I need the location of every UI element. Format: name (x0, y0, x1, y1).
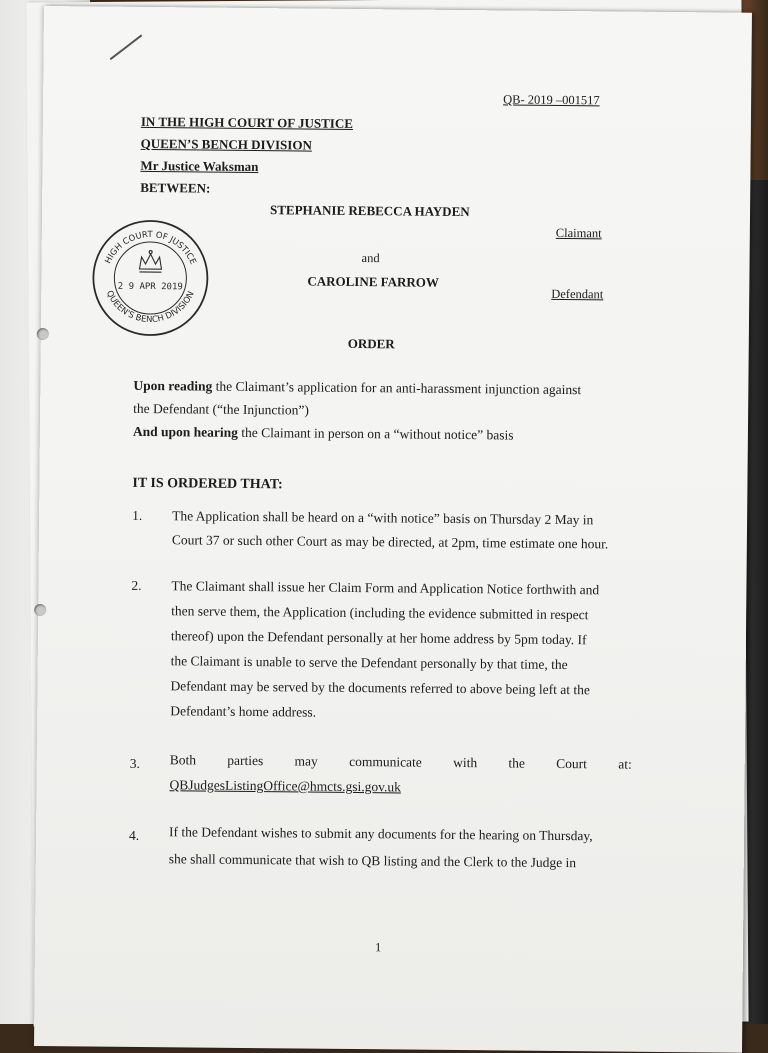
stamp-bottom-text: QUEEN'S BENCH DIVISION (104, 289, 197, 325)
paragraph-4-line: she shall communicate that wish to QB listing and the Clerk to the Judge in (169, 852, 576, 869)
paragraph-2-line: the Claimant is unable to serve the Defendant personally by that time, the (171, 654, 568, 671)
paragraph-3-word: Both (170, 752, 196, 768)
defendant-role: Defendant (551, 288, 603, 301)
paragraph-1-number: 1. (132, 509, 142, 523)
paragraph-3-word: Court (556, 756, 587, 772)
recital-reading-text: the Claimant’s application for an anti-harassment injunction against (216, 379, 582, 398)
paragraph-4-number: 4. (129, 829, 139, 843)
recital-reading-line-1 (133, 379, 581, 397)
stamp-top-text: HIGH COURT OF JUSTICE (103, 230, 198, 267)
paragraph-3-word: with (453, 755, 477, 771)
contact-email-link[interactable]: QBJudgesListingOffice@hmcts.gsi.gov.uk (169, 778, 401, 794)
court-header (140, 115, 353, 205)
case-number: QB- 2019 –001517 (503, 93, 600, 106)
paragraph-4-line: If the Defendant wishes to submit any documents for the hearing on Thursday, (169, 825, 593, 843)
punch-hole (37, 328, 49, 340)
recital-hearing (133, 425, 514, 442)
paragraph-3-word: the (508, 755, 525, 771)
recital-hearing-text: the Claimant in person on a “without notice” basis (241, 425, 513, 443)
paragraph-2-line: Defendant may be served by the documents referred to above being left at the (170, 679, 590, 697)
paragraph-1-line: Court 37 or such other Court as may be directed, at 2pm, time estimate one hour. (172, 533, 609, 551)
paragraph-2-line: thereof) upon the Defendant personally at her home address by 5pm today. If (171, 629, 587, 646)
paragraph-3-word: parties (227, 753, 263, 769)
paragraph-1-line: The Application shall be heard on a “with notice” basis on Thursday 2 May in (172, 509, 593, 527)
paragraph-2-line: Defendant’s home address. (170, 704, 316, 719)
defendant-name: CAROLINE FARROW (307, 275, 439, 289)
court-name: IN THE HIGH COURT OF JUSTICE (141, 115, 353, 130)
page-number: 1 (375, 941, 381, 954)
and-separator: and (362, 252, 380, 265)
paragraph-3-number: 3. (130, 757, 140, 771)
paragraph-2-line: The Claimant shall issue her Claim Form and Application Notice forthwith and (171, 579, 599, 597)
punch-hole (34, 604, 46, 616)
claimant-name: STEPHANIE REBECCA HAYDEN (270, 203, 470, 218)
paragraph-2-number: 2. (131, 579, 141, 593)
staple-mark (109, 34, 142, 60)
judge-name: Mr Justice Waksman (140, 159, 352, 174)
order-title: ORDER (348, 337, 395, 350)
court-stamp (89, 216, 212, 339)
recital-reading-line-2: the Defendant (“the Injunction”) (133, 402, 309, 417)
paragraph-2-line: then serve them, the Application (including the evidence submitted in respect (171, 604, 588, 622)
stamp-date: 2 9 APR 2019 (118, 282, 183, 293)
division-name: QUEEN’S BENCH DIVISION (141, 137, 353, 152)
claimant-role: Claimant (556, 227, 602, 240)
between-label: BETWEEN: (140, 181, 352, 196)
recital-reading-lead: Upon reading (133, 378, 212, 394)
paragraph-3-word: may (295, 753, 318, 769)
recital-hearing-lead: And upon hearing (133, 424, 238, 440)
order-document-page (34, 6, 752, 1053)
paragraph-3-line (170, 752, 632, 772)
paragraph-3-word: communicate (349, 754, 422, 771)
crown-icon (139, 250, 161, 272)
ordered-heading: IT IS ORDERED THAT: (132, 477, 282, 492)
paragraph-3-word: at: (618, 757, 632, 773)
